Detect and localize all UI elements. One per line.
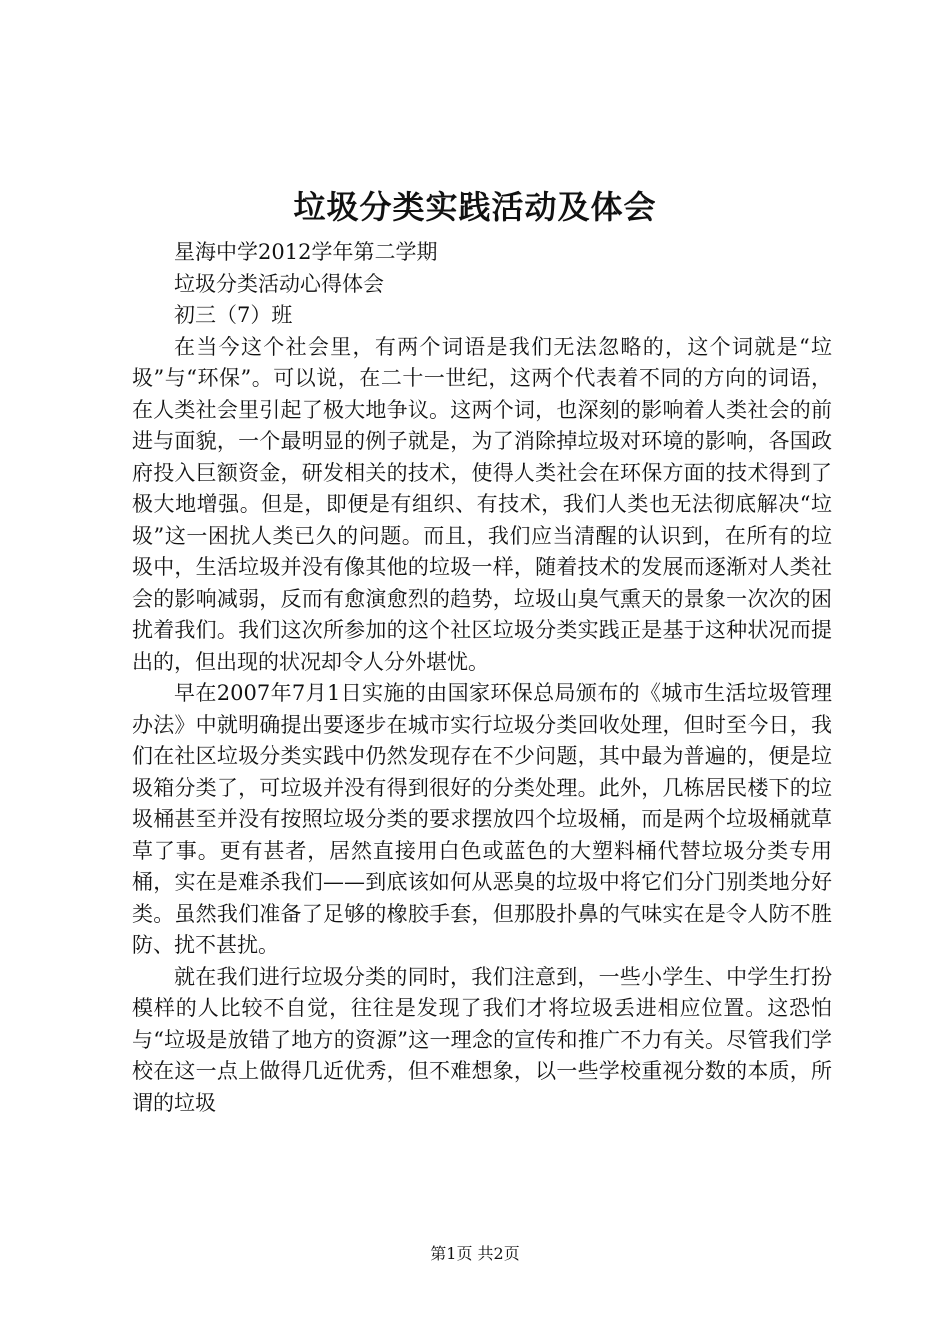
header-line-subject: 垃圾分类活动心得体会 [174, 271, 384, 296]
header-line-class: 初三（7）班 [174, 303, 293, 327]
header-line-school-term: 星海中学2012学年第二学期 [174, 240, 438, 264]
page-footer: 第1页 共2页 [430, 1244, 520, 1263]
document-body [132, 237, 832, 1119]
paragraph-3: 就在我们进行垃圾分类的同时，我们注意到，一些小学生、中学生打扮模样的人比较不自觉，往往是发现了我们才将垃圾丢进相应位置。这恐怕与“垃圾是放错了地方的资源”这一理念的宣传和推广不力有关。尽管我们学校在这一点上做得几近优秀，但不难想象，以一些学校重视分数的本质，所谓的垃圾 [132, 964, 832, 1115]
document-title: 垃圾分类实践活动及体会 [293, 188, 657, 226]
paragraph-2: 早在2007年7月1日实施的由国家环保总局颁布的《城市生活垃圾管理办法》中就明确提出要逐步在城市实行垃圾分类回收处理，但时至今日，我们在社区垃圾分类实践中仍然发现存在不少问题，其中最为普遍的，便是垃圾箱分类了，可垃圾并没有得到很好的分类处理。此外，几栋居民楼下的垃圾桶甚至并没有按照垃圾分类的要求摆放四个垃圾桶，而是两个垃圾桶就草草了事。更有甚者，居然直接用白色或蓝色的大塑料桶代替垃圾分类专用桶，实在是难杀我们——到底该如何从恶臭的垃圾中将它们分门别类地分好类。虽然我们准备了足够的橡胶手套，但那股扑鼻的气味实在是令人防不胜防、扰不甚扰。 [132, 681, 832, 957]
paragraph-1: 在当今这个社会里，有两个词语是我们无法忽略的，这个词就是“垃圾”与“环保”。可以说，在二十一世纪，这两个代表着不同的方向的词语，在人类社会里引起了极大地争议。这两个词，也深刻的影响着人类社会的前进与面貌，一个最明显的例子就是，为了消除掉垃圾对环境的影响，各国政府投入巨额资金，研发相关的技术，使得人类社会在环保方面的技术得到了极大地增强。但是，即便是有组织、有技术，我们人类也无法彻底解决“垃圾”这一困扰人类已久的问题。而且，我们应当清醒的认识到，在所有的垃圾中，生活垃圾并没有像其他的垃圾一样，随着技术的发展而逐渐对人类社会的影响减弱，反而有愈演愈烈的趋势，垃圾山臭气熏天的景象一次次的困扰着我们。我们这次所参加的这个社区垃圾分类实践正是基于这种状况而提出的，但出现的状况却令人分外堪忧。 [132, 334, 832, 674]
